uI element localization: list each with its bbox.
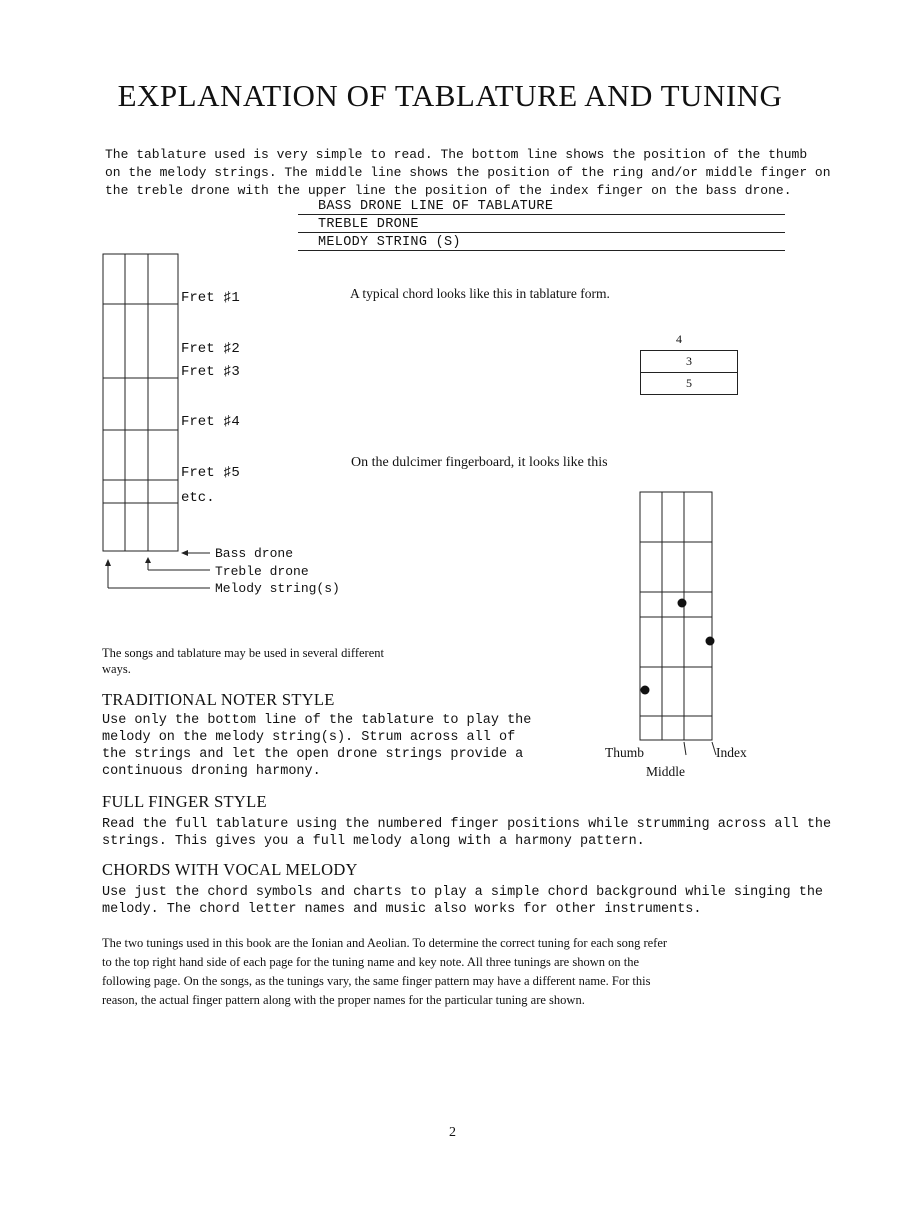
index-label: Index bbox=[716, 745, 747, 760]
treble-arrow-head bbox=[145, 557, 151, 563]
traditional-heading: TRADITIONAL NOTER STYLE bbox=[102, 690, 335, 709]
melody-string-label: Melody string(s) bbox=[215, 581, 340, 596]
intro-line: The tablature used is very simple to read. The bottom line shows the position of the thumb bbox=[105, 147, 808, 162]
body-line: the strings and let the open drone strings provide a bbox=[102, 747, 524, 762]
thumb-label: Thumb bbox=[605, 745, 644, 760]
treble-drone-line-label: TREBLE DRONE bbox=[318, 217, 419, 232]
body-line: melody on the melody string(s). Strum across all of bbox=[102, 730, 516, 745]
bass-arrow-head bbox=[181, 550, 188, 556]
intro-line: on the melody strings. The middle line shows the position of the ring and/or middle finger on bbox=[105, 165, 831, 180]
chord-caption: A typical chord looks like this in tablature form. bbox=[350, 286, 610, 301]
chord-fingerboard-outline bbox=[640, 492, 712, 740]
body-line: continuous droning harmony. bbox=[102, 764, 321, 779]
body-line: Read the full tablature using the numbered finger positions while strumming across all the bbox=[102, 817, 832, 832]
fret-label-1: Fret ♯1 bbox=[181, 290, 240, 306]
fret-label-5: Fret ♯5 bbox=[181, 465, 240, 481]
page-title: EXPLANATION OF TABLATURE AND TUNING bbox=[117, 78, 783, 113]
body-line: strings. This gives you a full melody along with a harmony pattern. bbox=[102, 834, 645, 849]
middle-label: Middle bbox=[646, 764, 685, 779]
chord-tab-bottom: 5 bbox=[640, 372, 738, 395]
body-line: melody. The chord letter names and music also works for other instruments. bbox=[102, 902, 702, 917]
ways-line: ways. bbox=[102, 662, 131, 676]
chords-vocal-body bbox=[102, 884, 823, 918]
traditional-body bbox=[102, 712, 531, 780]
bass-drone-label: Bass drone bbox=[215, 546, 294, 561]
tuning-line: The two tunings used in this book are the Ionian and Aeolian. To determine the correct tuning for each song refer bbox=[102, 936, 668, 950]
bass-drone-line-label: BASS DRONE LINE OF TABLATURE bbox=[318, 199, 554, 214]
fret-label-etc: etc. bbox=[181, 490, 215, 506]
treble-drone-label: Treble drone bbox=[215, 564, 309, 579]
melody-arrow-head bbox=[105, 559, 111, 566]
body-line: Use just the chord symbols and charts to play a simple chord background while singing the bbox=[102, 885, 824, 900]
fret-label-2: Fret ♯2 bbox=[181, 341, 240, 357]
tuning-line: to the top right hand side of each page for the tuning name and key note. All three tunings are shown on the bbox=[102, 955, 640, 969]
full-finger-body bbox=[102, 816, 831, 850]
page-number: 2 bbox=[449, 1125, 456, 1140]
fingerboard-caption: On the dulcimer fingerboard, it looks like this bbox=[351, 455, 608, 470]
ways-line: The songs and tablature may be used in several different bbox=[102, 646, 384, 660]
middle-pointer bbox=[684, 742, 686, 755]
fingerboard-outline bbox=[103, 254, 178, 551]
full-finger-heading: FULL FINGER STYLE bbox=[102, 792, 267, 811]
fret-label-3: Fret ♯3 bbox=[181, 364, 240, 380]
chord-tab-middle: 3 bbox=[640, 350, 738, 373]
finger-dot-thumb bbox=[641, 686, 650, 695]
intro-line: the treble drone with the upper line the position of the index finger on the bass drone. bbox=[105, 183, 792, 198]
finger-dot-middle bbox=[678, 599, 687, 608]
chords-vocal-heading: CHORDS WITH VOCAL MELODY bbox=[102, 860, 358, 879]
body-line: Use only the bottom line of the tablature to play the bbox=[102, 713, 532, 728]
tuning-paragraph bbox=[102, 934, 667, 1010]
melody-string-line-label: MELODY STRING (S) bbox=[318, 235, 461, 250]
fret-label-4: Fret ♯4 bbox=[181, 414, 240, 430]
ways-text bbox=[102, 645, 384, 677]
chord-fingerboard-diagram bbox=[600, 480, 780, 780]
tuning-line: following page. On the songs, as the tunings vary, the same finger pattern may have a different name. For this bbox=[102, 974, 651, 988]
tuning-line: reason, the actual finger pattern along with the proper names for the particular tuning are shown. bbox=[102, 993, 585, 1007]
finger-dot-index bbox=[706, 637, 715, 646]
chord-tab-top: 4 bbox=[676, 332, 682, 346]
